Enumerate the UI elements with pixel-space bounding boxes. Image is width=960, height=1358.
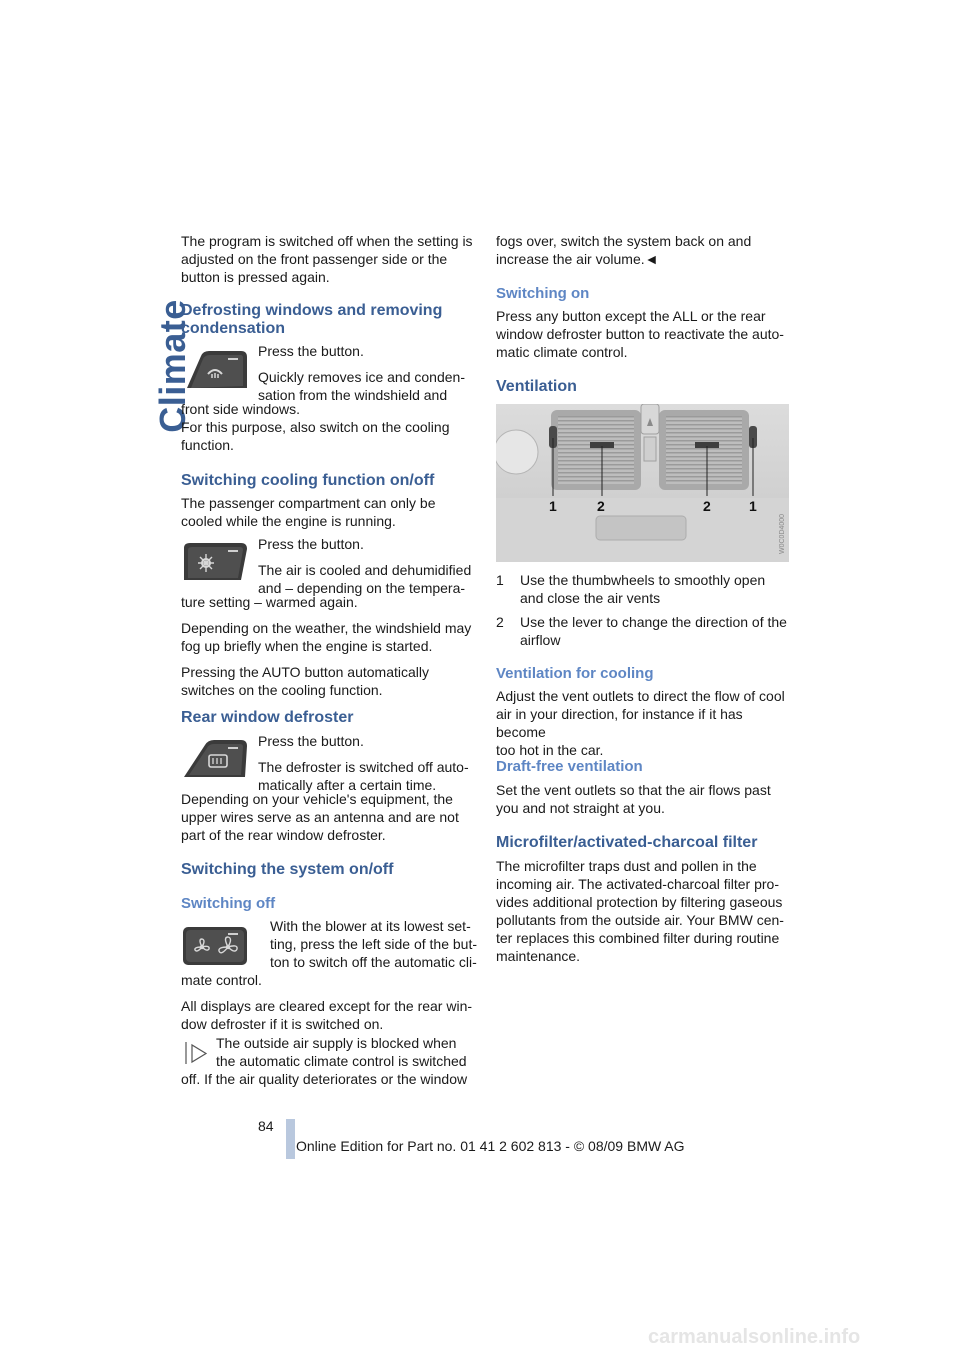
defrost-text-block <box>258 342 488 404</box>
list-item-number: 2 <box>496 614 504 630</box>
note-cont <box>181 1070 491 1088</box>
displays-p1b: dow defroster if it is switched on. <box>181 1016 384 1032</box>
ventilation-list <box>496 571 796 649</box>
vent-label-1b: 1 <box>749 498 757 514</box>
cooling-line1: Press the button. <box>258 536 364 552</box>
switching-off-line2: ting, press the left side of the but- <box>270 936 478 952</box>
rear-line1: Press the button. <box>258 733 364 749</box>
switching-on-text <box>496 307 796 361</box>
right-cont-line2: increase the air volume.◄ <box>496 251 659 267</box>
defrost-line3: sation from the windshield and <box>258 387 448 403</box>
cooling-paragraph-1 <box>181 494 481 530</box>
intro-text: The program is switched off when the setting is adjusted on the front passenger side or the button is pressed again. <box>181 233 473 285</box>
list-item <box>496 571 796 607</box>
rear-line5: upper wires serve as an antenna and are not <box>181 809 459 825</box>
cooling-line2: The air is cooled and dehumidified <box>258 562 472 578</box>
switching-on-line2: window defroster button to reactivate the auto- <box>496 326 784 342</box>
right-cont-line1: fogs over, switch the system back on and <box>496 233 752 249</box>
switching-off-heading: Switching off <box>181 895 276 912</box>
watermark: carmanualsonline.info <box>648 1326 861 1348</box>
switching-off-line1: With the blower at its lowest set- <box>270 918 471 934</box>
defrost-heading-line1: Defrosting windows and removing <box>181 302 443 319</box>
defrost-line2: Quickly removes ice and conden- <box>258 369 465 385</box>
cooling-p1a: The passenger compartment can only be <box>181 495 436 511</box>
rear-line4: Depending on your vehicle's equipment, the <box>181 791 453 807</box>
filter-line5: ter replaces this combined filter during routine <box>496 930 780 946</box>
switching-off-text <box>270 917 490 971</box>
filter-line4: pollutants from the outside air. Your BMW cen- <box>496 912 784 928</box>
cooling-text-cont <box>181 593 481 699</box>
defrost-button-icon <box>181 348 249 390</box>
filter-line6: maintenance. <box>496 948 581 964</box>
note-line2: the automatic climate control is switched <box>216 1053 467 1069</box>
cooling-p3a: Pressing the AUTO button automatically <box>181 664 429 680</box>
rear-line6: part of the rear window defroster. <box>181 827 386 843</box>
footer-accent-bar <box>286 1119 295 1159</box>
defrost-line5: For this purpose, also switch on the cooling <box>181 419 450 435</box>
displays-p1a: All displays are cleared except for the rear win- <box>181 998 473 1014</box>
vent-label-2a: 2 <box>597 498 605 514</box>
note-line3: off. If the air quality deteriorates or the window <box>181 1071 468 1087</box>
rear-defroster-button-icon <box>181 737 249 779</box>
defrost-heading <box>181 302 442 338</box>
image-code: W0C0D4000 <box>779 513 786 554</box>
cooling-line4: ture setting – warmed again. <box>181 594 358 610</box>
rear-line2: The defroster is switched off auto- <box>258 759 469 775</box>
defrost-line6: function. <box>181 437 234 453</box>
draft-free-text <box>496 781 796 817</box>
vent-cool-line2: air in your direction, for instance if it has become <box>496 706 743 740</box>
list-item-number: 1 <box>496 572 504 588</box>
draft-line2: you and not straight at you. <box>496 800 665 816</box>
cooling-button-icon <box>181 540 249 582</box>
footer-edition-text: Online Edition for Part no. 01 41 2 602 813 - © 08/09 BMW AG <box>296 1138 685 1154</box>
switching-on-heading: Switching on <box>496 285 590 302</box>
cooling-heading: Switching cooling function on/off <box>181 472 435 489</box>
vent-label-1a: 1 <box>549 498 557 514</box>
filter-line2: incoming air. The activated-charcoal filter pro- <box>496 876 779 892</box>
note-triangle-icon <box>184 1040 210 1066</box>
cooling-text-block <box>258 535 488 597</box>
list-item-text: airflow <box>520 632 561 648</box>
filter-line3: vides additional protection by filtering gaseous <box>496 894 783 910</box>
switching-off-line3: ton to switch off the automatic cli- <box>270 954 477 970</box>
vent-cool-line3: too hot in the car. <box>496 742 604 758</box>
cooling-p2b: fog up briefly when the engine is started. <box>181 638 433 654</box>
switching-off-cont <box>181 971 491 1033</box>
note-text <box>216 1034 496 1070</box>
cooling-p2a: Depending on the weather, the windshield may <box>181 620 472 636</box>
switching-on-line1: Press any button except the ALL or the rear <box>496 308 766 324</box>
page-number: 84 <box>258 1118 274 1134</box>
draft-free-heading: Draft-free ventilation <box>496 758 643 775</box>
blower-button-icon <box>181 925 249 967</box>
list-item <box>496 613 796 649</box>
vent-label-2b: 2 <box>703 498 711 514</box>
rear-text-cont <box>181 790 481 844</box>
switching-off-line4: mate control. <box>181 972 262 988</box>
list-item-text: and close the air vents <box>520 590 661 606</box>
ventilation-photo <box>496 404 789 562</box>
microfilter-text <box>496 857 796 965</box>
defrost-line4: front side windows. <box>181 401 301 417</box>
draft-line1: Set the vent outlets so that the air flows past <box>496 782 771 798</box>
intro-paragraph <box>181 232 481 286</box>
vent-cool-line1: Adjust the vent outlets to direct the flow of cool <box>496 688 785 704</box>
microfilter-heading: Microfilter/activated-charcoal filter <box>496 834 758 851</box>
right-cont-text <box>496 232 796 268</box>
rear-line3: matically after a certain time. <box>258 777 437 793</box>
note-line1: The outside air supply is blocked when <box>216 1035 457 1051</box>
cooling-p1b: cooled while the engine is running. <box>181 513 396 529</box>
filter-line1: The microfilter traps dust and pollen in the <box>496 858 757 874</box>
section-title <box>104 222 193 522</box>
defrost-line1: Press the button. <box>258 343 364 359</box>
system-heading: Switching the system on/off <box>181 861 394 878</box>
cooling-line3: and – depending on the tempera- <box>258 580 466 596</box>
section-title-text: Climate <box>152 299 193 433</box>
list-item-text: Use the lever to change the direction of the <box>520 614 787 630</box>
air-vents-illustration <box>496 404 789 562</box>
ventilation-cooling-text <box>496 687 796 759</box>
ventilation-heading: Ventilation <box>496 378 577 395</box>
defrost-text-cont <box>181 400 481 454</box>
ventilation-cooling-heading: Ventilation for cooling <box>496 665 654 682</box>
defrost-heading-line2: condensation <box>181 320 286 337</box>
switching-on-line3: matic climate control. <box>496 344 628 360</box>
rear-defroster-heading: Rear window defroster <box>181 709 354 726</box>
rear-text-block <box>258 732 488 794</box>
cooling-p3b: switches on the cooling function. <box>181 682 383 698</box>
list-item-text: Use the thumbwheels to smoothly open <box>520 572 766 588</box>
